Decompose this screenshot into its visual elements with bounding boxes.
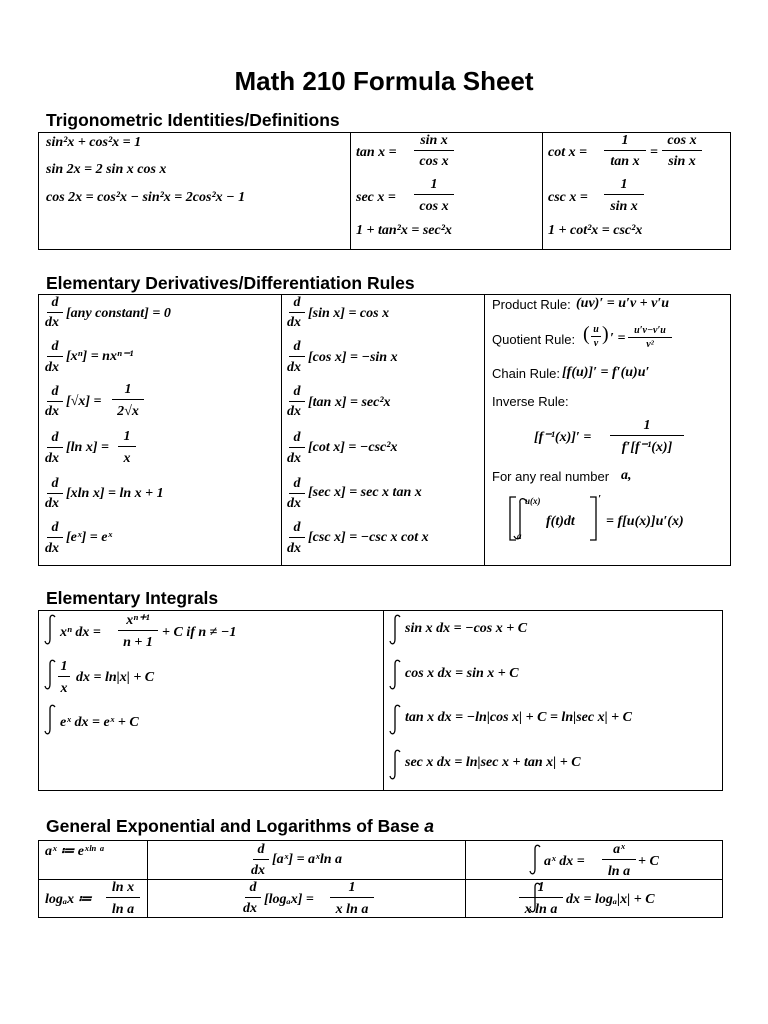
cot-eq: =: [650, 145, 658, 160]
integrals-heading: Elementary Integrals: [46, 588, 219, 608]
csc-num: 1: [604, 178, 644, 195]
any-real-label: For any real number: [492, 469, 610, 484]
int-sin: sin x dx = −cos x + C: [405, 621, 528, 636]
deriv-cos: [cos x] = −sin x: [308, 350, 398, 365]
inverse-rule-label: Inverse Rule:: [492, 394, 569, 409]
int-cos: cos x dx = sin x + C: [405, 666, 519, 681]
deriv-cot: [cot x] = −csc²x: [308, 440, 398, 455]
double-angle-sin: sin 2x = 2 sin x cos x: [46, 162, 167, 177]
quotient-numerator: u′v−v′u: [628, 326, 672, 338]
derivatives-heading: Elementary Derivatives/Differentiation Rules: [46, 273, 415, 293]
tan-num: sin x: [414, 134, 454, 151]
deriv-tan: [tan x] = sec²x: [308, 395, 391, 410]
quotient-prime: ′ =: [610, 331, 626, 346]
cot-num2: cos x: [662, 134, 702, 151]
tan-lhs: tan x =: [356, 145, 397, 160]
double-angle-cos: cos 2x = cos²x − sin²x = 2cos²x − 1: [46, 190, 246, 205]
tan-identity: 1 + tan²x = sec²x: [356, 223, 452, 238]
deriv-exp: [eˣ] = eˣ: [66, 530, 113, 545]
deriv-sin: [sin x] = cos x: [308, 306, 390, 321]
int-recip-base-a: dx = logₐ|x| + C: [566, 892, 655, 907]
inverse-num: 1: [610, 419, 684, 436]
trig-heading: Trigonometric Identities/Definitions: [46, 110, 340, 130]
product-rule-formula: (uv)′ = u′v + v′u: [576, 296, 670, 311]
int-power-lhs: xⁿ dx =: [60, 625, 101, 640]
deriv-sqrt: [√x] =: [66, 394, 102, 409]
page-title: Math 210 Formula Sheet: [234, 66, 534, 96]
int-power-den: n + 1: [123, 635, 153, 650]
quotient-denominator: v²: [646, 339, 654, 350]
deriv-power: [xⁿ] = nxⁿ⁻¹: [66, 349, 134, 364]
def-log-lhs: logₐx ≔: [45, 892, 92, 907]
sec-num: 1: [414, 178, 454, 195]
chain-rule-formula: [f(u)]′ = f′(u)u′: [562, 365, 650, 380]
chain-rule-label: Chain Rule:: [492, 366, 560, 381]
inverse-lhs: [f⁻¹(x)]′ =: [534, 430, 592, 445]
deriv-log-base-a-lhs: [logₐx] =: [264, 892, 314, 907]
deriv-ln: [ln x] =: [66, 440, 109, 455]
deriv-sec: [sec x] = sec x tan x: [308, 485, 422, 500]
int-exp: eˣ dx = eˣ + C: [60, 715, 139, 730]
deriv-xlnx: [xln x] = ln x + 1: [66, 486, 164, 501]
csc-lhs: csc x =: [548, 190, 588, 205]
int-power-rhs: + C if n ≠ −1: [162, 625, 237, 640]
sec-lhs: sec x =: [356, 190, 396, 205]
cot-identity: 1 + cot²x = csc²x: [548, 223, 643, 238]
exp-log-heading: General Exponential and Logarithms of Base a: [46, 816, 435, 836]
deriv-exp-base-a: [aˣ] = aˣln a: [272, 852, 342, 867]
def-exp: aˣ ≔ eˣˡⁿ ᵃ: [45, 844, 104, 859]
inverse-den: f′[f⁻¹(x)]: [621, 440, 673, 455]
deriv-constant: [any constant] = 0: [66, 306, 171, 321]
cot-den1: tan x: [610, 154, 640, 169]
quotient-rule-label: Quotient Rule:: [492, 332, 576, 347]
sec-den: cos x: [419, 199, 449, 214]
integral-signs-col2: [387, 612, 407, 788]
product-rule-label: Product Rule:: [492, 297, 571, 312]
pythagorean-identity: sin²x + cos²x = 1: [46, 135, 142, 150]
cot-den2: sin x: [668, 154, 696, 169]
int-power-num: xⁿ⁺¹: [118, 614, 158, 631]
deriv-csc: [csc x] = −csc x cot x: [308, 530, 429, 545]
tan-den: cos x: [419, 154, 449, 169]
int-tan: tan x dx = −ln|cos x| + C = ln|sec x| + C: [405, 710, 632, 725]
csc-den: sin x: [610, 199, 638, 214]
int-exp-base-a-lhs: aˣ dx =: [544, 854, 585, 869]
cot-num1: 1: [604, 134, 646, 151]
cot-lhs: cot x =: [548, 145, 588, 160]
int-sec: sec x dx = ln|sec x + tan x| + C: [405, 755, 581, 770]
int-reciprocal: dx = ln|x| + C: [76, 670, 155, 685]
